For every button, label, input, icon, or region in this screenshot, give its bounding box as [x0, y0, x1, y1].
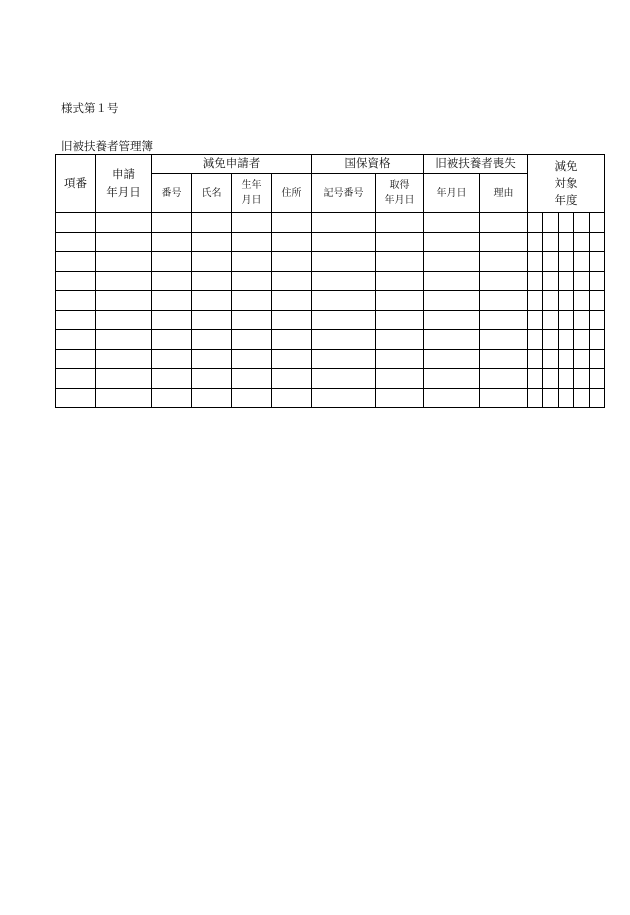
- cell-applicant-name: [192, 271, 232, 291]
- header-acquired-line1: 取得: [389, 180, 410, 191]
- cell-loss-reason: [480, 369, 528, 389]
- cell-exempt-year: [558, 310, 573, 330]
- cell-apply-date: [96, 213, 152, 233]
- header-exempt-year: [528, 155, 605, 213]
- cell-applicant-birth: [232, 349, 272, 369]
- cell-applicant-name: [192, 291, 232, 311]
- cell-exempt-year: [558, 369, 573, 389]
- cell-acquired-date: [376, 232, 424, 252]
- cell-loss-reason: [480, 291, 528, 311]
- cell-symbol-number: [312, 388, 376, 408]
- header-applicant-birth: [232, 174, 272, 213]
- cell-exempt-year: [528, 310, 543, 330]
- cell-exempt-year: [543, 369, 558, 389]
- cell-applicant-address: [272, 271, 312, 291]
- cell-apply-date: [96, 349, 152, 369]
- cell-applicant-name: [192, 310, 232, 330]
- cell-applicant-name: [192, 349, 232, 369]
- cell-applicant-address: [272, 213, 312, 233]
- cell-loss-reason: [480, 330, 528, 350]
- header-birth-line1: 生年: [241, 180, 262, 191]
- cell-applicant-birth: [232, 388, 272, 408]
- cell-loss-reason: [480, 232, 528, 252]
- header-item-no: 項番: [56, 155, 96, 213]
- ledger-title: 旧被扶養者管理簿: [61, 139, 153, 153]
- cell-applicant-address: [272, 232, 312, 252]
- cell-item-no: [56, 388, 96, 408]
- cell-loss-reason: [480, 388, 528, 408]
- cell-exempt-year: [574, 369, 589, 389]
- cell-exempt-year: [528, 388, 543, 408]
- cell-exempt-year: [543, 252, 558, 272]
- header-apply-date-line2: 年月日: [106, 184, 141, 199]
- cell-symbol-number: [312, 291, 376, 311]
- cell-exempt-year: [589, 349, 604, 369]
- header-symbol-number: 記号番号: [312, 174, 376, 213]
- header-insurance-group: 国保資格: [312, 155, 424, 174]
- cell-symbol-number: [312, 213, 376, 233]
- cell-acquired-date: [376, 291, 424, 311]
- cell-acquired-date: [376, 330, 424, 350]
- cell-symbol-number: [312, 271, 376, 291]
- cell-exempt-year: [589, 252, 604, 272]
- cell-applicant-name: [192, 388, 232, 408]
- cell-loss-date: [424, 252, 480, 272]
- cell-loss-reason: [480, 271, 528, 291]
- cell-applicant-birth: [232, 310, 272, 330]
- cell-acquired-date: [376, 349, 424, 369]
- cell-exempt-year: [558, 349, 573, 369]
- cell-symbol-number: [312, 349, 376, 369]
- cell-exempt-year: [589, 232, 604, 252]
- cell-applicant-address: [272, 252, 312, 272]
- cell-exempt-year: [574, 291, 589, 311]
- cell-exempt-year: [558, 252, 573, 272]
- cell-exempt-year: [589, 310, 604, 330]
- header-acquired-line2: 年月日: [384, 195, 415, 206]
- cell-applicant-address: [272, 291, 312, 311]
- cell-exempt-year: [558, 388, 573, 408]
- cell-item-no: [56, 310, 96, 330]
- cell-exempt-year: [528, 330, 543, 350]
- cell-acquired-date: [376, 213, 424, 233]
- cell-applicant-name: [192, 369, 232, 389]
- cell-exempt-year: [574, 349, 589, 369]
- cell-applicant-birth: [232, 271, 272, 291]
- cell-apply-date: [96, 388, 152, 408]
- cell-acquired-date: [376, 271, 424, 291]
- cell-item-no: [56, 349, 96, 369]
- cell-apply-date: [96, 369, 152, 389]
- cell-acquired-date: [376, 252, 424, 272]
- cell-applicant-birth: [232, 291, 272, 311]
- cell-loss-date: [424, 369, 480, 389]
- cell-item-no: [56, 213, 96, 233]
- cell-loss-date: [424, 271, 480, 291]
- cell-item-no: [56, 252, 96, 272]
- cell-applicant-number: [152, 252, 192, 272]
- header-acquired-date: [376, 174, 424, 213]
- cell-item-no: [56, 369, 96, 389]
- cell-acquired-date: [376, 388, 424, 408]
- cell-apply-date: [96, 310, 152, 330]
- cell-loss-date: [424, 388, 480, 408]
- cell-apply-date: [96, 271, 152, 291]
- cell-applicant-birth: [232, 252, 272, 272]
- table-row: [56, 369, 605, 389]
- cell-item-no: [56, 330, 96, 350]
- cell-symbol-number: [312, 232, 376, 252]
- cell-exempt-year: [528, 271, 543, 291]
- cell-applicant-number: [152, 369, 192, 389]
- header-apply-date: [96, 155, 152, 213]
- cell-exempt-year: [589, 291, 604, 311]
- cell-applicant-birth: [232, 369, 272, 389]
- cell-applicant-address: [272, 369, 312, 389]
- cell-loss-date: [424, 291, 480, 311]
- cell-exempt-year: [558, 330, 573, 350]
- cell-symbol-number: [312, 252, 376, 272]
- cell-applicant-address: [272, 388, 312, 408]
- cell-applicant-name: [192, 330, 232, 350]
- table-row: [56, 388, 605, 408]
- table-row: [56, 291, 605, 311]
- cell-applicant-birth: [232, 213, 272, 233]
- cell-exempt-year: [574, 388, 589, 408]
- cell-acquired-date: [376, 369, 424, 389]
- cell-apply-date: [96, 330, 152, 350]
- cell-loss-reason: [480, 349, 528, 369]
- cell-exempt-year: [589, 330, 604, 350]
- cell-applicant-number: [152, 310, 192, 330]
- header-applicant-group: 減免申請者: [152, 155, 312, 174]
- form-number: 様式第１号: [61, 101, 119, 115]
- header-applicant-number: 番号: [152, 174, 192, 213]
- cell-exempt-year: [543, 349, 558, 369]
- cell-loss-date: [424, 310, 480, 330]
- cell-exempt-year: [528, 213, 543, 233]
- ledger-table: [55, 154, 605, 408]
- cell-exempt-year: [574, 271, 589, 291]
- header-apply-date-line1: 申請: [112, 167, 135, 182]
- cell-applicant-number: [152, 291, 192, 311]
- cell-applicant-name: [192, 232, 232, 252]
- cell-loss-date: [424, 213, 480, 233]
- cell-exempt-year: [528, 291, 543, 311]
- cell-apply-date: [96, 252, 152, 272]
- table-row: [56, 310, 605, 330]
- cell-exempt-year: [558, 232, 573, 252]
- cell-exempt-year: [528, 369, 543, 389]
- cell-symbol-number: [312, 330, 376, 350]
- header-exempt-year-line3: 年度: [554, 193, 578, 208]
- cell-loss-reason: [480, 252, 528, 272]
- cell-loss-date: [424, 349, 480, 369]
- header-exempt-year-line2: 対象: [554, 175, 578, 190]
- cell-exempt-year: [543, 291, 558, 311]
- cell-item-no: [56, 291, 96, 311]
- cell-exempt-year: [589, 388, 604, 408]
- cell-loss-reason: [480, 310, 528, 330]
- table-row: [56, 349, 605, 369]
- cell-exempt-year: [528, 252, 543, 272]
- header-loss-date: 年月日: [424, 174, 480, 213]
- cell-item-no: [56, 271, 96, 291]
- cell-exempt-year: [589, 213, 604, 233]
- cell-exempt-year: [574, 213, 589, 233]
- cell-item-no: [56, 232, 96, 252]
- cell-exempt-year: [528, 349, 543, 369]
- cell-exempt-year: [574, 330, 589, 350]
- cell-applicant-address: [272, 349, 312, 369]
- cell-exempt-year: [558, 291, 573, 311]
- table-row: [56, 330, 605, 350]
- cell-acquired-date: [376, 310, 424, 330]
- table-row: [56, 232, 605, 252]
- cell-apply-date: [96, 291, 152, 311]
- cell-symbol-number: [312, 310, 376, 330]
- header-loss-group: 旧被扶養者喪失: [424, 155, 528, 174]
- table-row: [56, 213, 605, 233]
- cell-loss-reason: [480, 213, 528, 233]
- cell-exempt-year: [543, 388, 558, 408]
- cell-apply-date: [96, 232, 152, 252]
- cell-loss-date: [424, 330, 480, 350]
- header-applicant-address: 住所: [272, 174, 312, 213]
- cell-exempt-year: [528, 232, 543, 252]
- cell-applicant-address: [272, 330, 312, 350]
- cell-symbol-number: [312, 369, 376, 389]
- header-exempt-year-line1: 減免: [554, 158, 578, 173]
- cell-applicant-number: [152, 271, 192, 291]
- cell-exempt-year: [589, 271, 604, 291]
- cell-applicant-number: [152, 349, 192, 369]
- cell-applicant-number: [152, 232, 192, 252]
- cell-loss-date: [424, 232, 480, 252]
- cell-exempt-year: [574, 232, 589, 252]
- cell-exempt-year: [558, 213, 573, 233]
- cell-applicant-name: [192, 213, 232, 233]
- cell-exempt-year: [543, 330, 558, 350]
- cell-exempt-year: [589, 369, 604, 389]
- cell-applicant-number: [152, 213, 192, 233]
- header-applicant-name: 氏名: [192, 174, 232, 213]
- table-row: [56, 252, 605, 272]
- cell-exempt-year: [543, 232, 558, 252]
- cell-exempt-year: [543, 213, 558, 233]
- cell-exempt-year: [558, 271, 573, 291]
- cell-applicant-address: [272, 310, 312, 330]
- cell-exempt-year: [543, 310, 558, 330]
- table-row: [56, 271, 605, 291]
- header-loss-reason: 理由: [480, 174, 528, 213]
- cell-exempt-year: [543, 271, 558, 291]
- cell-applicant-number: [152, 330, 192, 350]
- cell-applicant-birth: [232, 232, 272, 252]
- cell-exempt-year: [574, 252, 589, 272]
- cell-applicant-name: [192, 252, 232, 272]
- header-birth-line2: 月日: [241, 195, 262, 206]
- cell-exempt-year: [574, 310, 589, 330]
- cell-applicant-birth: [232, 330, 272, 350]
- cell-applicant-number: [152, 388, 192, 408]
